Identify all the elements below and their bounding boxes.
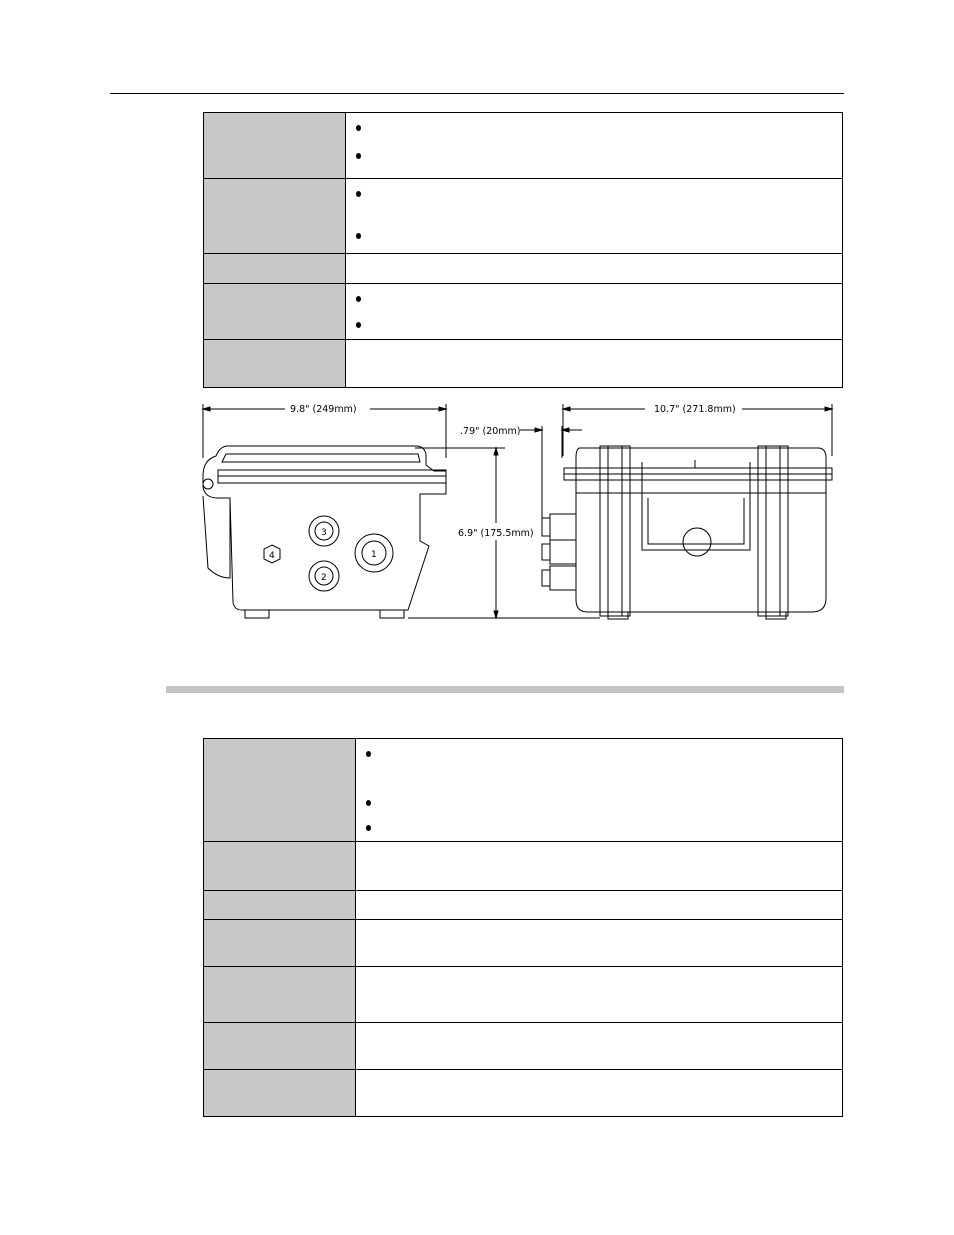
row-value [356,842,843,891]
table-row [204,1023,843,1070]
port-4-label: 4 [269,551,275,561]
arrowhead-icon [203,407,210,411]
table-row [204,891,843,920]
side-width-label: 10.7" (271.8mm) [654,404,736,415]
row-label [204,179,346,254]
side-view-vent-icon [683,528,711,556]
row-label [204,113,346,179]
table-row [204,284,843,340]
bullet-icon [356,191,361,197]
side-connector-body [550,566,576,590]
list-item [366,796,842,810]
side-connector [542,518,550,536]
table-row [204,920,843,967]
list-item [366,821,842,835]
port-3-label: 3 [321,528,327,538]
page-header-rule [110,93,844,94]
side-connector-body [550,514,576,540]
side-connector [542,570,550,586]
arrowhead-icon [535,428,542,432]
table-row [204,739,843,842]
side-view-strap-inner [608,446,622,616]
foot [380,610,404,618]
arrowhead-icon [563,407,570,411]
spec-table-2 [203,738,843,1117]
list-item [356,292,842,306]
list-item [356,318,842,332]
row-label [204,739,356,842]
hinge-icon [203,479,213,489]
table-row [204,179,843,254]
side-view-handle [648,498,744,544]
row-value [346,113,843,179]
arrowhead-icon [439,407,446,411]
arrowhead-icon [494,611,498,618]
row-label [204,842,356,891]
bullet-icon [366,800,371,806]
side-connector [542,544,550,560]
bullet-icon [356,153,361,159]
foot [245,610,269,618]
arrowhead-icon [494,448,498,455]
section-divider-bar [166,686,844,693]
row-value [356,891,843,920]
row-label [204,340,346,388]
table-row [204,1070,843,1117]
connector-offset-label: .79" (20mm) [460,426,521,437]
list-item [366,747,842,761]
front-view-lid [222,454,420,462]
side-view-strap [758,446,788,616]
enclosure-dimension-drawing [190,398,840,628]
list-item [356,229,842,243]
bullet-icon [366,825,371,831]
row-value [356,967,843,1023]
height-label: 6.9" (175.5mm) [458,528,534,539]
list-item [356,121,842,135]
port-1-label: 1 [371,550,377,560]
bullet-icon [356,322,361,328]
list-item [356,187,842,201]
table-row [204,967,843,1023]
row-value [346,340,843,388]
front-width-label: 9.8" (249mm) [290,404,357,415]
row-label [204,1023,356,1070]
bullet-icon [356,125,361,131]
row-label [204,254,346,284]
list-item [356,149,842,163]
side-view-handle-bracket [642,462,750,550]
row-label [204,967,356,1023]
bullet-icon [356,233,361,239]
row-label [204,891,356,920]
arrowhead-icon [825,407,832,411]
row-label [204,1070,356,1117]
row-label [204,284,346,340]
row-value [346,179,843,254]
table-row [204,340,843,388]
row-value [356,920,843,967]
table-row [204,113,843,179]
row-value [356,1023,843,1070]
side-view-strap [600,446,630,616]
row-value [346,284,843,340]
row-label [204,920,356,967]
table-row [204,842,843,891]
spec-table-1 [203,112,843,388]
table-row [204,254,843,284]
row-value [356,739,843,842]
bullet-icon [356,296,361,302]
row-value [346,254,843,284]
front-view-handle [203,496,230,578]
side-view-strap-inner [766,446,780,616]
bullet-icon [366,751,371,757]
side-connector-body [550,540,576,564]
port-2-label: 2 [321,573,327,583]
row-value [356,1070,843,1117]
